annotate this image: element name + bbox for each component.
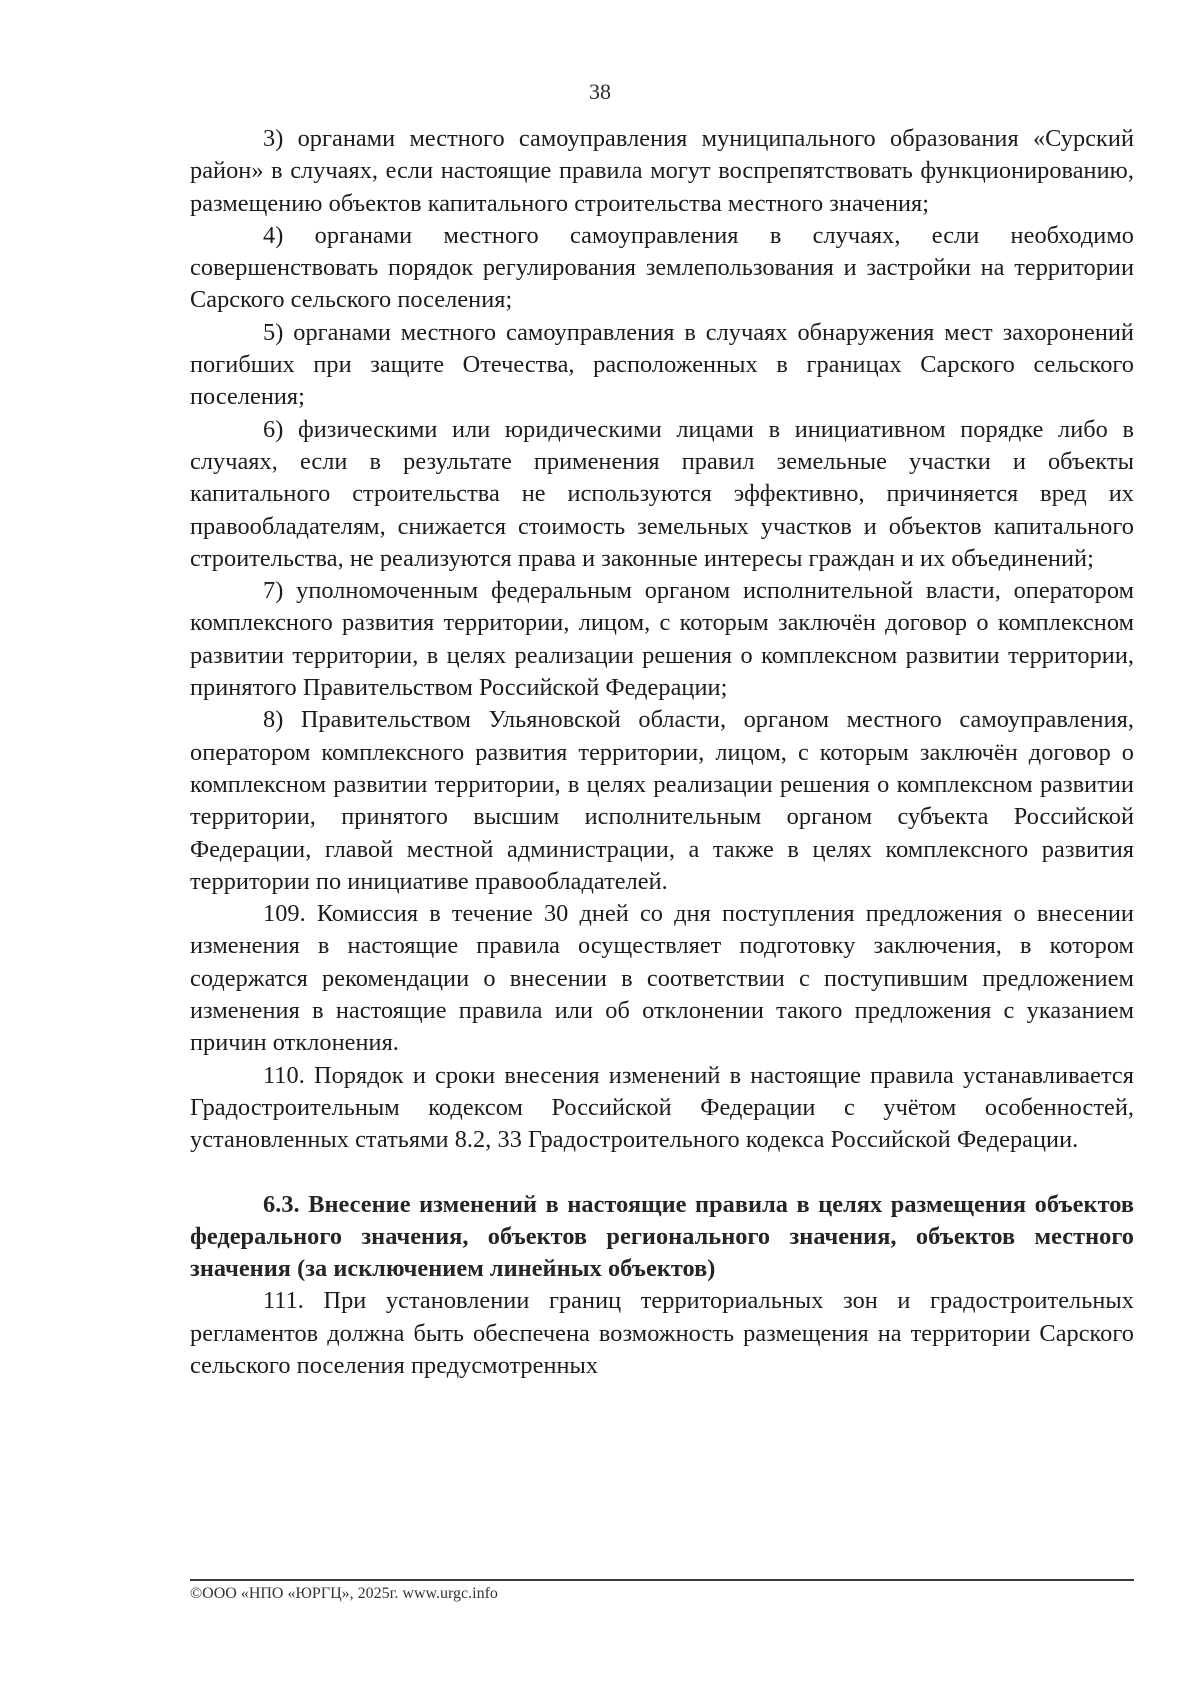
paragraph-109: 109. Комиссия в течение 30 дней со дня поступления предложения о внесении изменения в настоящие правила осуществляет подготовку заключения, в котором содержатся рекомендации о внесении в соответствии с поступившим предложением изменения в настоящие правила или об отклонении такого предложения с указанием причин отклонения. (190, 900, 1134, 1057)
list-item: 6) физическими или юридическими лицами в инициативном порядке либо в случаях, если в результате применения правил земельные участки и объекты капитального строительства не используются эффективно, причиняется вред их правообладателям, снижается стоимость земельных участков и объектов капитального строительства, не реализуются права и законные интересы граждан и их объединений; (190, 415, 1134, 572)
paragraph-110: 110. Порядок и сроки внесения изменений в настоящие правила устанавливается Градостроительным кодексом Российской Федерации с учётом особенностей, установленных статьями 8.2, 33 Градостроительного кодекса Российской Федерации. (190, 1061, 1134, 1154)
list-item: 8) Правительством Ульяновской области, органом местного самоуправления, оператором комплексного развития территории, лицом, с которым заключён договор о комплексном развитии территории, в целях реализации решения о комплексном развитии территории, принятого высшим исполнительным органом субъекта Российской Федерации, главой местной администрации, а также в целях комплексного развития территории по инициативе правообладателей. (190, 706, 1134, 895)
page-number: 38 (589, 79, 611, 104)
list-item: 3) органами местного самоуправления муниципального образования «Сурский район» в случаях, если настоящие правила могут воспрепятствовать функционированию, размещению объектов капитального строительства местного значения; (190, 125, 1134, 217)
section-heading: 6.3. Внесение изменений в настоящие правила в целях размещения объектов федерального значения, объектов регионального значения, объектов местного значения (за исключением линейных объектов) (190, 1190, 1134, 1283)
footer-divider (190, 1579, 1134, 1581)
footer-copyright: ©ООО «НПО «ЮРГЦ», 2025г. www.urgc.info (190, 1585, 498, 1602)
paragraph-111: 111. При установлении границ территориальных зон и градостроительных регламентов должна быть обеспечена возможность размещения на территории Сарского сельского поселения предусмотренных (190, 1287, 1134, 1379)
list-item: 4) органами местного самоуправления в случаях, если необходимо совершенствовать порядок регулирования землепользования и застройки на территории Сарского сельского поселения; (190, 221, 1134, 314)
list-item: 5) органами местного самоуправления в случаях обнаружения мест захоронений погибших при защите Отечества, расположенных в границах Сарского сельского поселения; (190, 318, 1134, 411)
document-body (190, 123, 1134, 1382)
list-item: 7) уполномоченным федеральным органом исполнительной власти, оператором комплексного развития территории, лицом, с которым заключён договор о комплексном развитии территории, в целях реализации решения о комплексном развитии территории, принятого Правительством Российской Федерации; (190, 577, 1134, 702)
